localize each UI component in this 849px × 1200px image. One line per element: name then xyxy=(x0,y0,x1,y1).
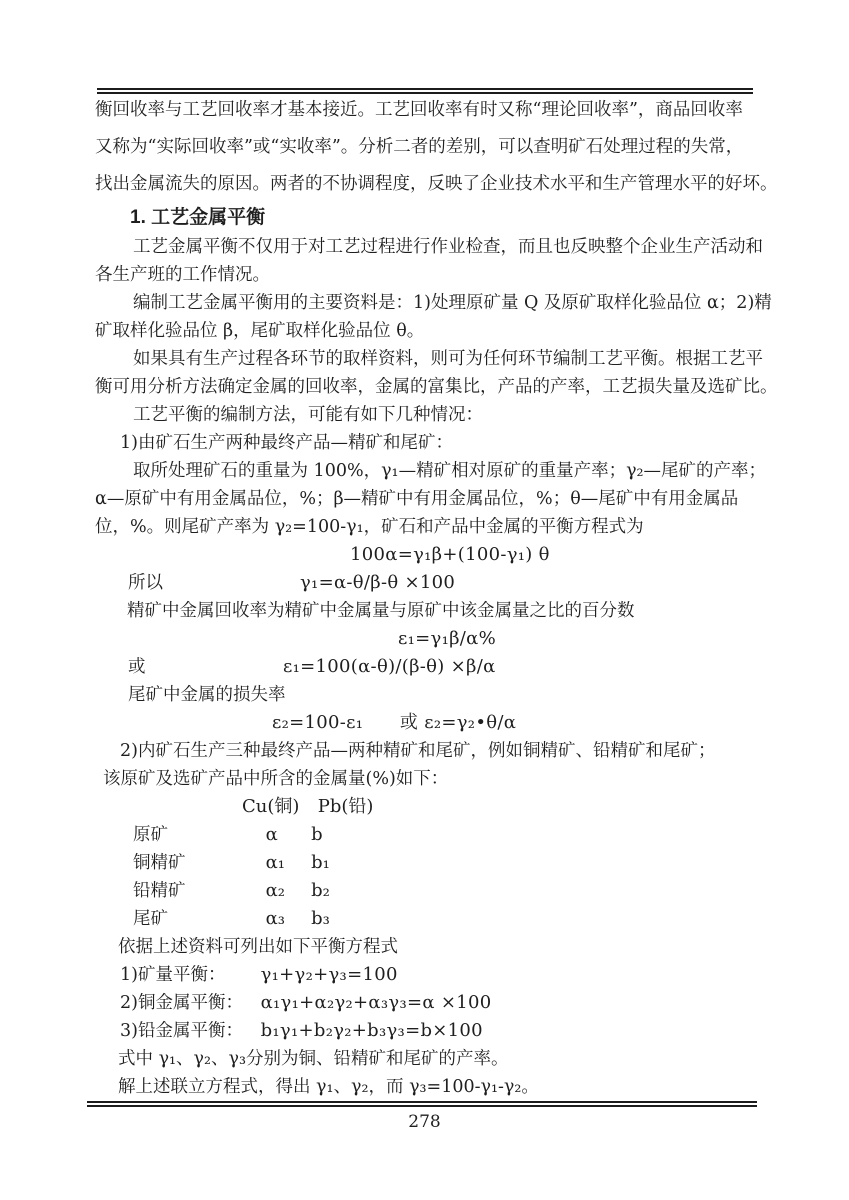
formula-line xyxy=(95,541,763,569)
balance-table xyxy=(95,793,763,933)
formula-epsilon2: ε₂=100-ε₁ 或 ε₂=γ₂•θ/α xyxy=(272,712,517,733)
equation-label: 3)铅金属平衡： xyxy=(120,1021,243,1041)
table-row-label: 铅精矿 xyxy=(133,881,186,901)
table-row xyxy=(95,849,763,877)
body-line: 各生产班的工作情况。 xyxy=(95,265,270,285)
equation-line xyxy=(95,961,763,989)
table-header-cu: Cu(铜) xyxy=(242,796,300,817)
page-content xyxy=(95,92,778,1101)
equation-ore-balance: γ₁+γ₂+γ₃=100 xyxy=(260,964,398,985)
formula-metal-balance: 100α=γ₁β+(100-γ₁) θ xyxy=(350,544,550,565)
formula-gamma1: γ₁=α-θ/β-θ ×100 xyxy=(300,572,456,593)
table-row xyxy=(95,905,763,933)
equation-pb-balance: b₁γ₁+b₂γ₂+b₃γ₃=b×100 xyxy=(260,1020,483,1041)
table-row-label: 尾矿 xyxy=(133,909,168,929)
body-line: 找出金属流失的原因。两者的不协调程度，反映了企业技术水平和生产管理水平的好坏。 xyxy=(95,174,778,194)
body-line: 精矿中金属回收率为精矿中金属量与原矿中该金属量之比的百分数 xyxy=(127,601,635,621)
table-header-pb: Pb(铅) xyxy=(317,796,374,817)
table-row xyxy=(95,877,763,905)
table-cell-cu: α₁ xyxy=(265,852,285,873)
table-cell-cu: α₃ xyxy=(265,908,285,929)
table-row xyxy=(95,821,763,849)
table-header-row xyxy=(95,793,763,821)
body-line: 该原矿及选矿产品中所含的金属量(%)如下： xyxy=(103,769,449,789)
formula-line xyxy=(95,569,763,597)
body-line: 矿取样化验品位 β，尾矿取样化验品位 θ。 xyxy=(95,321,425,341)
body-line: 位，%。则尾矿产率为 γ₂=100-γ₁，矿石和产品中金属的平衡方程式为 xyxy=(95,517,644,537)
body-line: α—原矿中有用金属品位，%；β—精矿中有用金属品位，%；θ—尾矿中有用金属品 xyxy=(95,489,739,509)
table-cell-pb: b₁ xyxy=(311,852,330,873)
bottom-rule xyxy=(87,1101,757,1107)
section-heading: 1. 工艺金属平衡 xyxy=(130,207,266,228)
equation-line xyxy=(95,1017,763,1045)
body-line: 式中 γ₁、γ₂、γ₃分别为铜、铅精矿和尾矿的产率。 xyxy=(118,1049,509,1069)
table-cell-pb: b₂ xyxy=(311,880,330,901)
formula-line xyxy=(95,653,763,681)
formula-line xyxy=(95,625,763,653)
table-row-label: 原矿 xyxy=(133,825,168,845)
body-line: 又称为“实际回收率”或“实收率”。分析二者的差别，可以查明矿石处理过程的失常， xyxy=(95,137,744,157)
table-row-label: 铜精矿 xyxy=(133,853,186,873)
body-line: 衡可用分析方法确定金属的回收率，金属的富集比，产品的产率，工艺损失量及选矿比。 xyxy=(95,377,778,397)
formula-epsilon1-alt: ε₁=100(α-θ)/(β-θ) ×β/α xyxy=(283,656,496,677)
case-item-line: 2)内矿石生产三种最终产品—两种精矿和尾矿，例如铜精矿、铅精矿和尾矿； xyxy=(120,741,716,761)
equation-line xyxy=(95,989,763,1017)
formula-label: 所以 xyxy=(128,573,163,593)
page-number: 278 xyxy=(408,1112,441,1132)
formula-label: 或 xyxy=(128,657,146,677)
body-line: 工艺金属平衡不仅用于对工艺过程进行作业检查，而且也反映整个企业生产活动和 xyxy=(133,237,763,257)
body-line: 编制工艺金属平衡用的主要资料是：1)处理原矿量 Q 及原矿取样化验品位 α；2)精 xyxy=(133,293,772,313)
table-cell-cu: α₂ xyxy=(265,880,285,901)
formula-epsilon1: ε₁=γ₁β/α% xyxy=(398,628,497,649)
body-line: 工艺平衡的编制方法，可能有如下几种情况： xyxy=(133,405,483,425)
body-line: 取所处理矿石的重量为 100%，γ₁—精矿相对原矿的重量产率；γ₂—尾矿的产率； xyxy=(133,461,767,481)
equation-cu-balance: α₁γ₁+α₂γ₂+α₃γ₃=α ×100 xyxy=(260,992,492,1013)
equation-label: 1)矿量平衡： xyxy=(120,965,226,985)
body-line: 如果具有生产过程各环节的取样资料，则可为任何环节编制工艺平衡。根据工艺平 xyxy=(133,349,763,369)
table-cell-pb: b xyxy=(311,824,323,845)
table-cell-cu: α xyxy=(265,824,278,845)
body-line: 依据上述资料可列出如下平衡方程式 xyxy=(118,937,398,957)
body-line: 衡回收率与工艺回收率才基本接近。工艺回收率有时又称“理论回收率”，商品回收率 xyxy=(95,100,743,120)
body-line: 解上述联立方程式，得出 γ₁、γ₂，而 γ₃=100-γ₁-γ₂。 xyxy=(118,1077,539,1097)
case-item-line: 1)由矿石生产两种最终产品—精矿和尾矿： xyxy=(120,433,453,453)
formula-line xyxy=(95,709,763,737)
table-cell-pb: b₃ xyxy=(311,908,330,929)
equation-label: 2)铜金属平衡： xyxy=(120,993,243,1013)
body-line: 尾矿中金属的损失率 xyxy=(128,685,286,705)
